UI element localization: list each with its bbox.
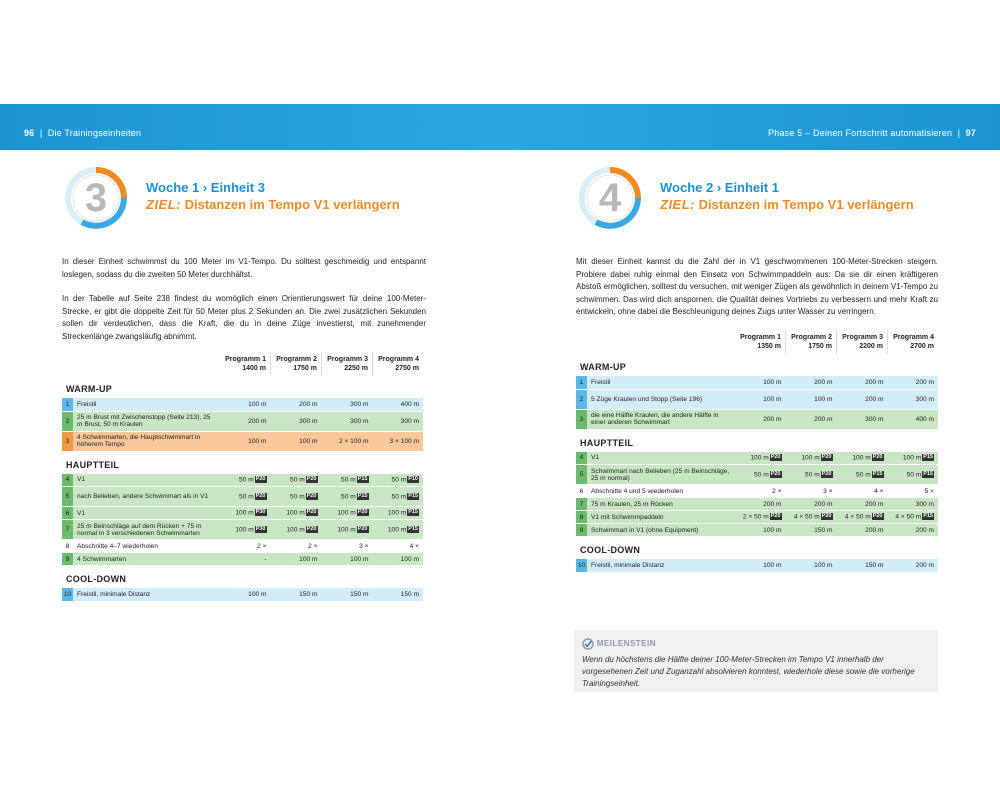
exercise-description: Freistil, minimale Distanz [73, 588, 220, 601]
session-title: Woche 1 › Einheit 3 [146, 180, 265, 195]
program-value: 50 m P20 [735, 465, 786, 485]
table-row [62, 411, 423, 431]
program-value: 100 m [220, 431, 271, 451]
pause-tag: P20 [821, 454, 832, 461]
table-row [62, 520, 423, 540]
program-value: 100 m P20 [837, 452, 888, 465]
pause-tag: P15 [923, 513, 933, 520]
program-value: 100 m P20 [271, 520, 322, 540]
program-header: Programm 1 1350 m [735, 330, 786, 354]
table-row [576, 485, 938, 498]
program-value: 2 × 50 m P20 [735, 511, 786, 524]
program-value: 4 × 50 m P20 [837, 511, 888, 524]
program-value: 2 × [735, 485, 786, 498]
pause-tag: P20 [306, 525, 317, 532]
pause-tag: P20 [872, 513, 883, 520]
program-value: 50 m P15 [322, 487, 373, 507]
row-number: 2 [62, 411, 73, 431]
program-value: 200 m [837, 498, 888, 511]
program-value: 200 m [888, 376, 939, 389]
program-value: 5 × [888, 485, 939, 498]
table-row [576, 511, 938, 524]
left-section-title: Die Trainingseinheiten [47, 128, 142, 138]
program-value: 200 m [220, 411, 271, 431]
checkmark-icon [582, 638, 594, 650]
row-number: 4 [62, 474, 73, 487]
session-number: 3 [84, 176, 108, 220]
program-header: Programm 1 1400 m [220, 352, 271, 376]
training-table [62, 352, 423, 602]
exercise-description: Freistil [73, 398, 220, 411]
exercise-description: V1 [73, 507, 220, 520]
row-number: 9 [576, 524, 587, 537]
table-row [576, 452, 938, 465]
program-value: 100 m P20 [322, 507, 373, 520]
program-value: 200 m [735, 498, 786, 511]
exercise-description: Schwimmart in V1 (ohne Equipment) [587, 524, 735, 537]
session-title: Woche 2 › Einheit 1 [660, 180, 779, 195]
row-number: 8 [62, 540, 73, 553]
milestone-title: MEILENSTEIN [582, 638, 656, 650]
program-value: 50 m P20 [271, 474, 322, 487]
program-value: 100 m [735, 559, 786, 572]
section-heading: COOL-DOWN [580, 545, 641, 555]
exercise-description: 75 m Kraulen, 25 m Rücken [587, 498, 735, 511]
program-value: 2 × [220, 540, 271, 553]
program-value: 50 m P15 [373, 487, 424, 507]
program-value: 400 m [373, 398, 424, 411]
program-value: 100 m P20 [322, 520, 373, 540]
section-heading: HAUPTTEIL [580, 437, 634, 448]
program-value: 200 m [735, 409, 786, 429]
row-number: 10 [62, 588, 73, 601]
row-number: 1 [62, 398, 73, 411]
goal-label: ZIEL: [146, 197, 181, 212]
program-value: 300 m [373, 411, 424, 431]
table-row [576, 376, 938, 389]
section-heading: WARM-UP [66, 384, 113, 394]
program-value: 150 m [373, 588, 424, 601]
program-value: 300 m [322, 398, 373, 411]
program-value: 100 m P20 [786, 452, 837, 465]
pause-tag: P10 [408, 476, 418, 483]
program-value: 4 × [837, 485, 888, 498]
exercise-description: 25 m Brust mit Zwischenstopp (Seite 213), 25 m Brust, 50 m Kraulen [73, 411, 220, 431]
pause-tag: P15 [357, 492, 368, 499]
program-value: 300 m [322, 411, 373, 431]
pause-tag: P15 [357, 476, 368, 483]
program-value: 100 m P15 [888, 452, 939, 465]
program-value: 3 × [322, 540, 373, 553]
program-value: 100 m [220, 588, 271, 601]
table-row [576, 465, 938, 485]
table-row [62, 588, 423, 601]
program-value: 100 m [735, 376, 786, 389]
table-row [62, 398, 423, 411]
program-value: 3 × 100 m [373, 431, 424, 451]
program-value: 300 m [888, 389, 939, 409]
session-badge [64, 166, 128, 230]
row-number: 3 [62, 431, 73, 451]
pause-tag: P15 [923, 470, 933, 477]
pause-tag: P20 [306, 509, 317, 516]
right-running-head: Phase 5 – Deinen Fortschritt automatisieren | 97 [768, 128, 976, 138]
program-value: 100 m [271, 553, 322, 566]
row-number: 7 [576, 498, 587, 511]
program-value: 100 m [786, 559, 837, 572]
program-value: 300 m [837, 409, 888, 429]
table-row [576, 524, 938, 537]
section-heading: WARM-UP [580, 362, 627, 372]
intro-paragraph: In dieser Einheit schwimmst du 100 Meter im V1-Tempo. Du solltest geschmeidig und entspannt loslegen, sodass du die zweiten 50 Meter durchhältst. [62, 257, 426, 279]
exercise-description: 4 Schwimmarten [73, 553, 220, 566]
row-number: 10 [576, 559, 587, 572]
table-row [62, 474, 423, 487]
program-value: 100 m [220, 398, 271, 411]
program-header: Programm 4 2750 m [378, 356, 419, 372]
program-value: - [220, 553, 271, 566]
program-value: 200 m [271, 398, 322, 411]
milestone-box [574, 630, 938, 692]
exercise-description: V1 [73, 474, 220, 487]
right-page-number: 97 [965, 128, 976, 138]
exercise-description: Freistil, minimale Distanz [587, 559, 735, 572]
program-value: 100 m [735, 389, 786, 409]
exercise-description: die eine Hälfte Kraulen, die andere Hälfte in einer anderen Schwimmart [587, 409, 735, 429]
pause-tag: P20 [306, 492, 317, 499]
program-header: Programm 3 2250 m [322, 352, 373, 376]
program-value: 100 m P20 [271, 507, 322, 520]
training-table [576, 330, 938, 573]
row-number: 4 [576, 452, 587, 465]
table-row [62, 431, 423, 451]
pause-tag: P15 [408, 509, 418, 516]
right-section-title: Phase 5 – Deinen Fortschritt automatisieren [768, 128, 953, 138]
header-bar [0, 104, 1000, 150]
exercise-description: 25 m Beinschläge auf dem Rücken + 75 m normal in 3 verschiedenen Schwimmarten [73, 520, 220, 540]
pause-tag: P20 [255, 476, 266, 483]
pause-tag: P20 [770, 454, 781, 461]
program-value: 50 m P20 [786, 465, 837, 485]
goal-label: ZIEL: [660, 197, 695, 212]
pause-tag: P15 [408, 525, 418, 532]
table-row [62, 553, 423, 566]
session-badge [578, 166, 642, 230]
program-value: 100 m [322, 553, 373, 566]
program-header: Programm 3 2200 m [837, 330, 888, 354]
table-row [62, 507, 423, 520]
section-heading: HAUPTTEIL [66, 459, 120, 470]
pause-tag: P20 [357, 525, 368, 532]
goal-text: Distanzen im Tempo V1 verlängern [184, 197, 400, 212]
program-value: 200 m [837, 524, 888, 537]
program-value: 3 × [786, 485, 837, 498]
program-value: 50 m P15 [837, 465, 888, 485]
pause-tag: P20 [821, 470, 832, 477]
program-value: 50 m P10 [373, 474, 424, 487]
program-value: 2 × [271, 540, 322, 553]
table-row [576, 559, 938, 572]
program-value: 100 m P15 [373, 520, 424, 540]
program-value: 100 m [735, 524, 786, 537]
exercise-description: Abschnitte 4–7 wiederholen [73, 540, 220, 553]
program-value: 50 m P20 [220, 487, 271, 507]
program-value: 300 m [888, 498, 939, 511]
program-value: 50 m P15 [888, 465, 939, 485]
exercise-description: Schwimmart nach Belieben (25 m Beinschläge, 25 m normal) [587, 465, 735, 485]
program-value: 100 m P20 [735, 452, 786, 465]
exercise-description: Abschnitte 4 und 5 wiederholen [587, 485, 735, 498]
table-row [576, 389, 938, 409]
goal-text: Distanzen im Tempo V1 verlängern [698, 197, 914, 212]
pause-tag: P20 [255, 492, 266, 499]
table-row [62, 540, 423, 553]
intro-paragraph: Mit dieser Einheit kannst du die Zahl der in V1 geschwommenen 100-Meter-Strecken steigern. Probiere dabei ruhig einmal den Einsatz von Schwimmpaddeln aus: Da sie dir einen kräftigeren Abstoß ermöglichen, solltest du versuchen, mit weniger Zügen als gewöhnlich in deinem V1-Tempo zu schwimmen. Das wird dich anspornen, die Qualität deines Vortriebs zu verbessern und mehr Kraft zu entwickeln, ohne dabei die Beschleunigung deines Zugs unter Wasser zu verringern. [576, 257, 938, 316]
row-number: 7 [62, 520, 73, 540]
program-header: Programm 2 1750 m [786, 330, 837, 354]
left-page-number: 96 [24, 128, 35, 138]
session-number: 4 [598, 176, 622, 220]
program-value: 200 m [888, 559, 939, 572]
milestone-text: Wenn du höchstens die Hälfte deiner 100-Meter-Strecken im Tempo V1 innerhalb der vorgesehenen Zeit und Zuganzahl absolvieren konntest, wiederhole diese sowie die vorherige Trainingseinheit. [582, 655, 915, 688]
program-header: Programm 2 1750 m [271, 352, 322, 376]
table-row [576, 409, 938, 429]
program-value: 4 × 50 m P20 [786, 511, 837, 524]
row-number: 5 [62, 487, 73, 507]
pause-tag: P20 [872, 454, 883, 461]
exercise-description: nach Belieben, andere Schwimmart als in V1 [73, 487, 220, 507]
info-paragraph: In der Tabelle auf Seite 238 findest du womöglich einen Orientierungswert für deine 100-Meter-Strecke, er gibt die doppelte Zeit für 50 Meter plus 2 Sekunden an. Die zwei zusätzlichen Sekunden sollen dir verdeutlichen, dass die Kraft, die du in deine Züge investierst, mit zunehmender Streckenlänge zwangsläufig abnimmt. [62, 294, 426, 341]
table-row [62, 487, 423, 507]
row-number: 6 [576, 485, 587, 498]
pause-tag: P15 [408, 492, 418, 499]
program-header: Programm 4 2700 m [893, 334, 934, 350]
pause-tag: P15 [923, 454, 933, 461]
program-value: 200 m [786, 376, 837, 389]
pause-tag: P30 [255, 525, 266, 532]
left-running-head: 96 | Die Trainingseinheiten [24, 128, 142, 138]
program-value: 4 × 50 m P15 [888, 511, 939, 524]
program-value: 100 m P15 [373, 507, 424, 520]
program-value: 200 m [786, 498, 837, 511]
program-value: 100 m [373, 553, 424, 566]
session-goal [660, 197, 914, 212]
program-value: 200 m [888, 524, 939, 537]
pause-tag: P20 [770, 470, 781, 477]
pause-tag: P20 [770, 513, 781, 520]
row-number: 8 [576, 511, 587, 524]
section-heading: COOL-DOWN [66, 574, 127, 584]
program-value: 150 m [322, 588, 373, 601]
program-value: 200 m [837, 389, 888, 409]
exercise-description: V1 [587, 452, 735, 465]
program-value: 150 m [837, 559, 888, 572]
row-number: 2 [576, 389, 587, 409]
pause-tag: P30 [255, 509, 266, 516]
row-number: 5 [576, 465, 587, 485]
session-goal [146, 197, 400, 212]
exercise-description: V1 mit Schwimmpaddeln [587, 511, 735, 524]
program-value: 100 m [271, 431, 322, 451]
pause-tag: P20 [357, 509, 368, 516]
program-value: 2 × 100 m [322, 431, 373, 451]
exercise-description: Freistil [587, 376, 735, 389]
program-value: 200 m [786, 409, 837, 429]
pause-tag: P15 [872, 470, 883, 477]
program-value: 100 m [786, 389, 837, 409]
row-number: 1 [576, 376, 587, 389]
exercise-description: 4 Schwimmarten, die Hauptschwimmart in höherem Tempo [73, 431, 220, 451]
table-row [576, 498, 938, 511]
program-value: 100 m P30 [220, 520, 271, 540]
pause-tag: P20 [306, 476, 317, 483]
exercise-description: 5 Züge Kraulen und Stopp (Seite 196) [587, 389, 735, 409]
program-value: 50 m P20 [271, 487, 322, 507]
program-value: 300 m [271, 411, 322, 431]
program-value: 50 m P20 [220, 474, 271, 487]
program-value: 100 m P30 [220, 507, 271, 520]
program-value: 4 × [373, 540, 424, 553]
pause-tag: P20 [821, 513, 832, 520]
program-value: 400 m [888, 409, 939, 429]
row-number: 3 [576, 409, 587, 429]
program-value: 150 m [786, 524, 837, 537]
program-value: 200 m [837, 376, 888, 389]
row-number: 9 [62, 553, 73, 566]
program-value: 150 m [271, 588, 322, 601]
row-number: 6 [62, 507, 73, 520]
program-value: 50 m P15 [322, 474, 373, 487]
